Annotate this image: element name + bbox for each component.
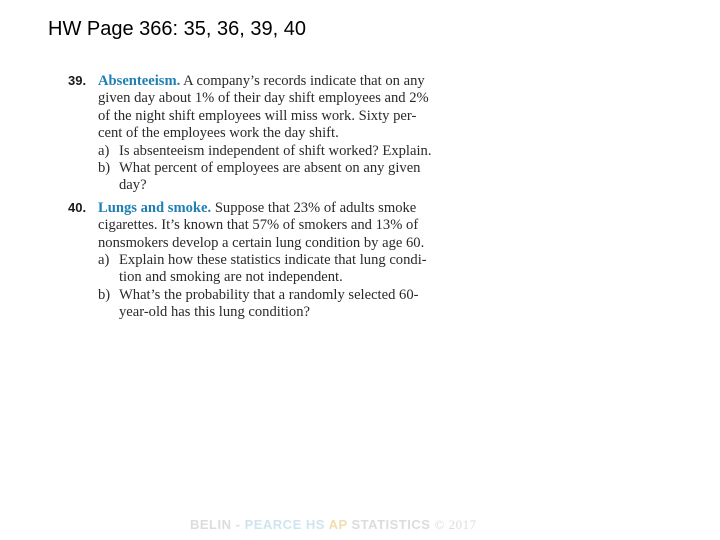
part-text: year-old has this lung condition? <box>119 304 311 321</box>
part-text: Is absenteeism independent of shift worked? Explain. <box>119 142 432 159</box>
problem-title: Absenteeism. <box>98 73 181 89</box>
problem-text: Suppose that 23% of adults smoke <box>214 199 417 216</box>
problem-text: given day about 1% of their day shift employees and 2% <box>98 90 429 107</box>
footer-school: PEARCE HS <box>244 517 325 532</box>
part-text: Explain how these statistics indicate that lung condi- <box>119 252 427 269</box>
problem-number: 39. <box>68 73 87 88</box>
problem-title: Lungs and smoke. <box>98 199 212 216</box>
slide-title: HW Page 366: 35, 36, 39, 40 <box>48 18 306 40</box>
problem-39 <box>68 72 482 195</box>
part-label: b) <box>98 286 111 303</box>
problem-number: 40. <box>68 199 87 215</box>
problem-text: cent of the employees work the day shift. <box>98 125 339 142</box>
problem-text: A company’s records indicate that on any <box>183 73 425 89</box>
part-text: What percent of employees are absent on any given <box>119 160 421 177</box>
part-text: day? <box>119 177 147 194</box>
part-label: a) <box>98 252 110 269</box>
problem-text: of the night shift employees will miss work. Sixty per- <box>98 107 417 124</box>
footer-watermark <box>190 517 477 533</box>
problem-first-line <box>68 72 482 90</box>
footer-subject: STATISTICS <box>351 517 431 532</box>
part-label: b) <box>98 160 111 177</box>
problem-part-b <box>68 287 482 304</box>
footer-year: © 2017 <box>434 517 477 532</box>
footer-ap: AP <box>328 517 348 532</box>
part-text: What’s the probability that a randomly selected 60- <box>119 286 419 303</box>
problem-part-a <box>68 252 482 269</box>
footer-author: BELIN - <box>190 517 245 532</box>
part-label: a) <box>98 142 110 159</box>
problem-text: nonsmokers develop a certain lung condition by age 60. <box>98 234 425 251</box>
textbook-excerpt <box>68 72 482 326</box>
problem-text: cigarettes. It’s known that 57% of smokers and 13% of <box>98 217 419 234</box>
part-text: tion and smoking are not independent. <box>119 269 343 286</box>
problem-part-b <box>68 160 482 177</box>
problem-part-a <box>68 143 482 160</box>
problem-40 <box>68 199 482 322</box>
problem-first-line <box>68 199 482 217</box>
